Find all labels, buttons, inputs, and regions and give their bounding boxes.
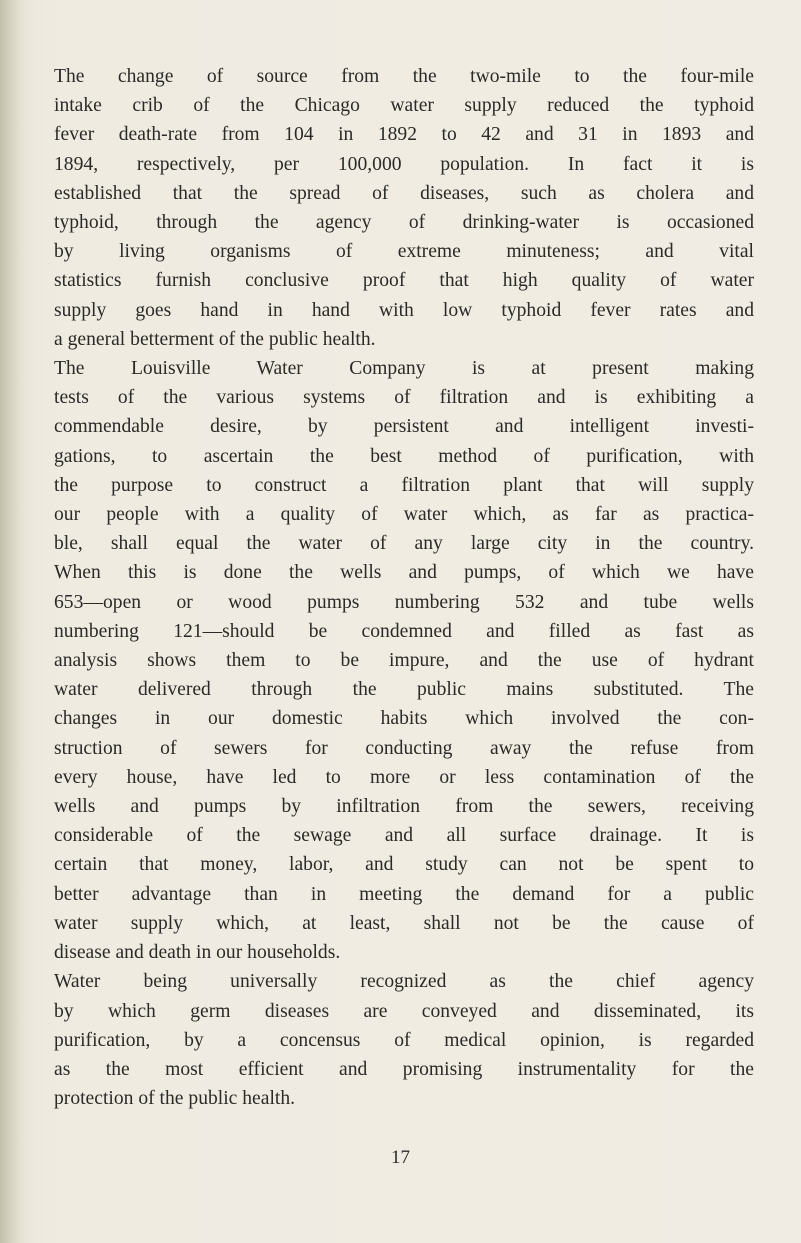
paragraph-chicago-water [54, 62, 754, 354]
text-line: gations, to ascertain the best method of purification, with [54, 445, 754, 467]
paragraph-louisville-water-company [54, 354, 754, 967]
text-line: changes in our domestic habits which involved the con- [54, 708, 754, 730]
text-line: water delivered through the public mains substituted. The [54, 679, 754, 701]
text-line: water supply which, at least, shall not be the cause of [54, 912, 754, 934]
text-line: better advantage than in meeting the demand for a public [54, 883, 754, 905]
text-line: The Louisville Water Company is at present making [54, 358, 754, 380]
text-line: ble, shall equal the water of any large city in the country. [54, 533, 754, 555]
text-line: 653—open or wood pumps numbering 532 and tube wells [54, 591, 754, 613]
text-line: 1894, respectively, per 100,000 population. In fact it is [54, 153, 754, 175]
paragraph-water-purification [54, 967, 754, 1113]
page-edge-shadow [0, 0, 34, 1243]
text-line: struction of sewers for conducting away the refuse from [54, 737, 754, 759]
text-line: by which germ diseases are conveyed and disseminated, its [54, 1000, 754, 1022]
text-line: protection of the public health. [54, 1088, 296, 1110]
text-line: wells and pumps by infiltration from the sewers, receiving [54, 796, 754, 818]
text-line: typhoid, through the agency of drinking-water is occasioned [54, 212, 754, 234]
text-line: Water being universally recognized as the chief agency [54, 971, 754, 993]
text-line: fever death-rate from 104 in 1892 to 42 and 31 in 1893 and [54, 124, 754, 146]
text-line: purification, by a concensus of medical opinion, is regarded [54, 1029, 754, 1051]
text-line: a general betterment of the public health. [54, 328, 376, 350]
text-line: statistics furnish conclusive proof that high quality of water [54, 270, 754, 292]
text-line: When this is done the wells and pumps, of which we have [54, 562, 754, 584]
text-line: commendable desire, by persistent and intelligent investi- [54, 416, 754, 438]
text-line: numbering 121—should be condemned and filled as fast as [54, 620, 754, 642]
text-line: tests of the various systems of filtration and is exhibiting a [54, 387, 754, 409]
text-line: The change of source from the two-mile to the four-mile [54, 66, 754, 87]
text-line: disease and death in our households. [54, 942, 341, 964]
body-text [54, 62, 754, 1113]
text-line: intake crib of the Chicago water supply reduced the typhoid [54, 95, 754, 117]
page-number: 17 [391, 1147, 410, 1168]
text-line: every house, have led to more or less contamination of the [54, 766, 754, 788]
text-line: considerable of the sewage and all surface drainage. It is [54, 825, 754, 847]
text-line: supply goes hand in hand with low typhoid fever rates and [54, 299, 754, 321]
text-line: our people with a quality of water which, as far as practica- [54, 504, 754, 526]
text-line: analysis shows them to be impure, and the use of hydrant [54, 650, 754, 672]
text-line: established that the spread of diseases, such as cholera and [54, 182, 754, 204]
text-line: the purpose to construct a filtration plant that will supply [54, 474, 754, 496]
text-line: as the most efficient and promising instrumentality for the [54, 1058, 754, 1080]
text-line: by living organisms of extreme minuteness; and vital [54, 241, 754, 263]
text-line: certain that money, labor, and study can not be spent to [54, 854, 754, 876]
